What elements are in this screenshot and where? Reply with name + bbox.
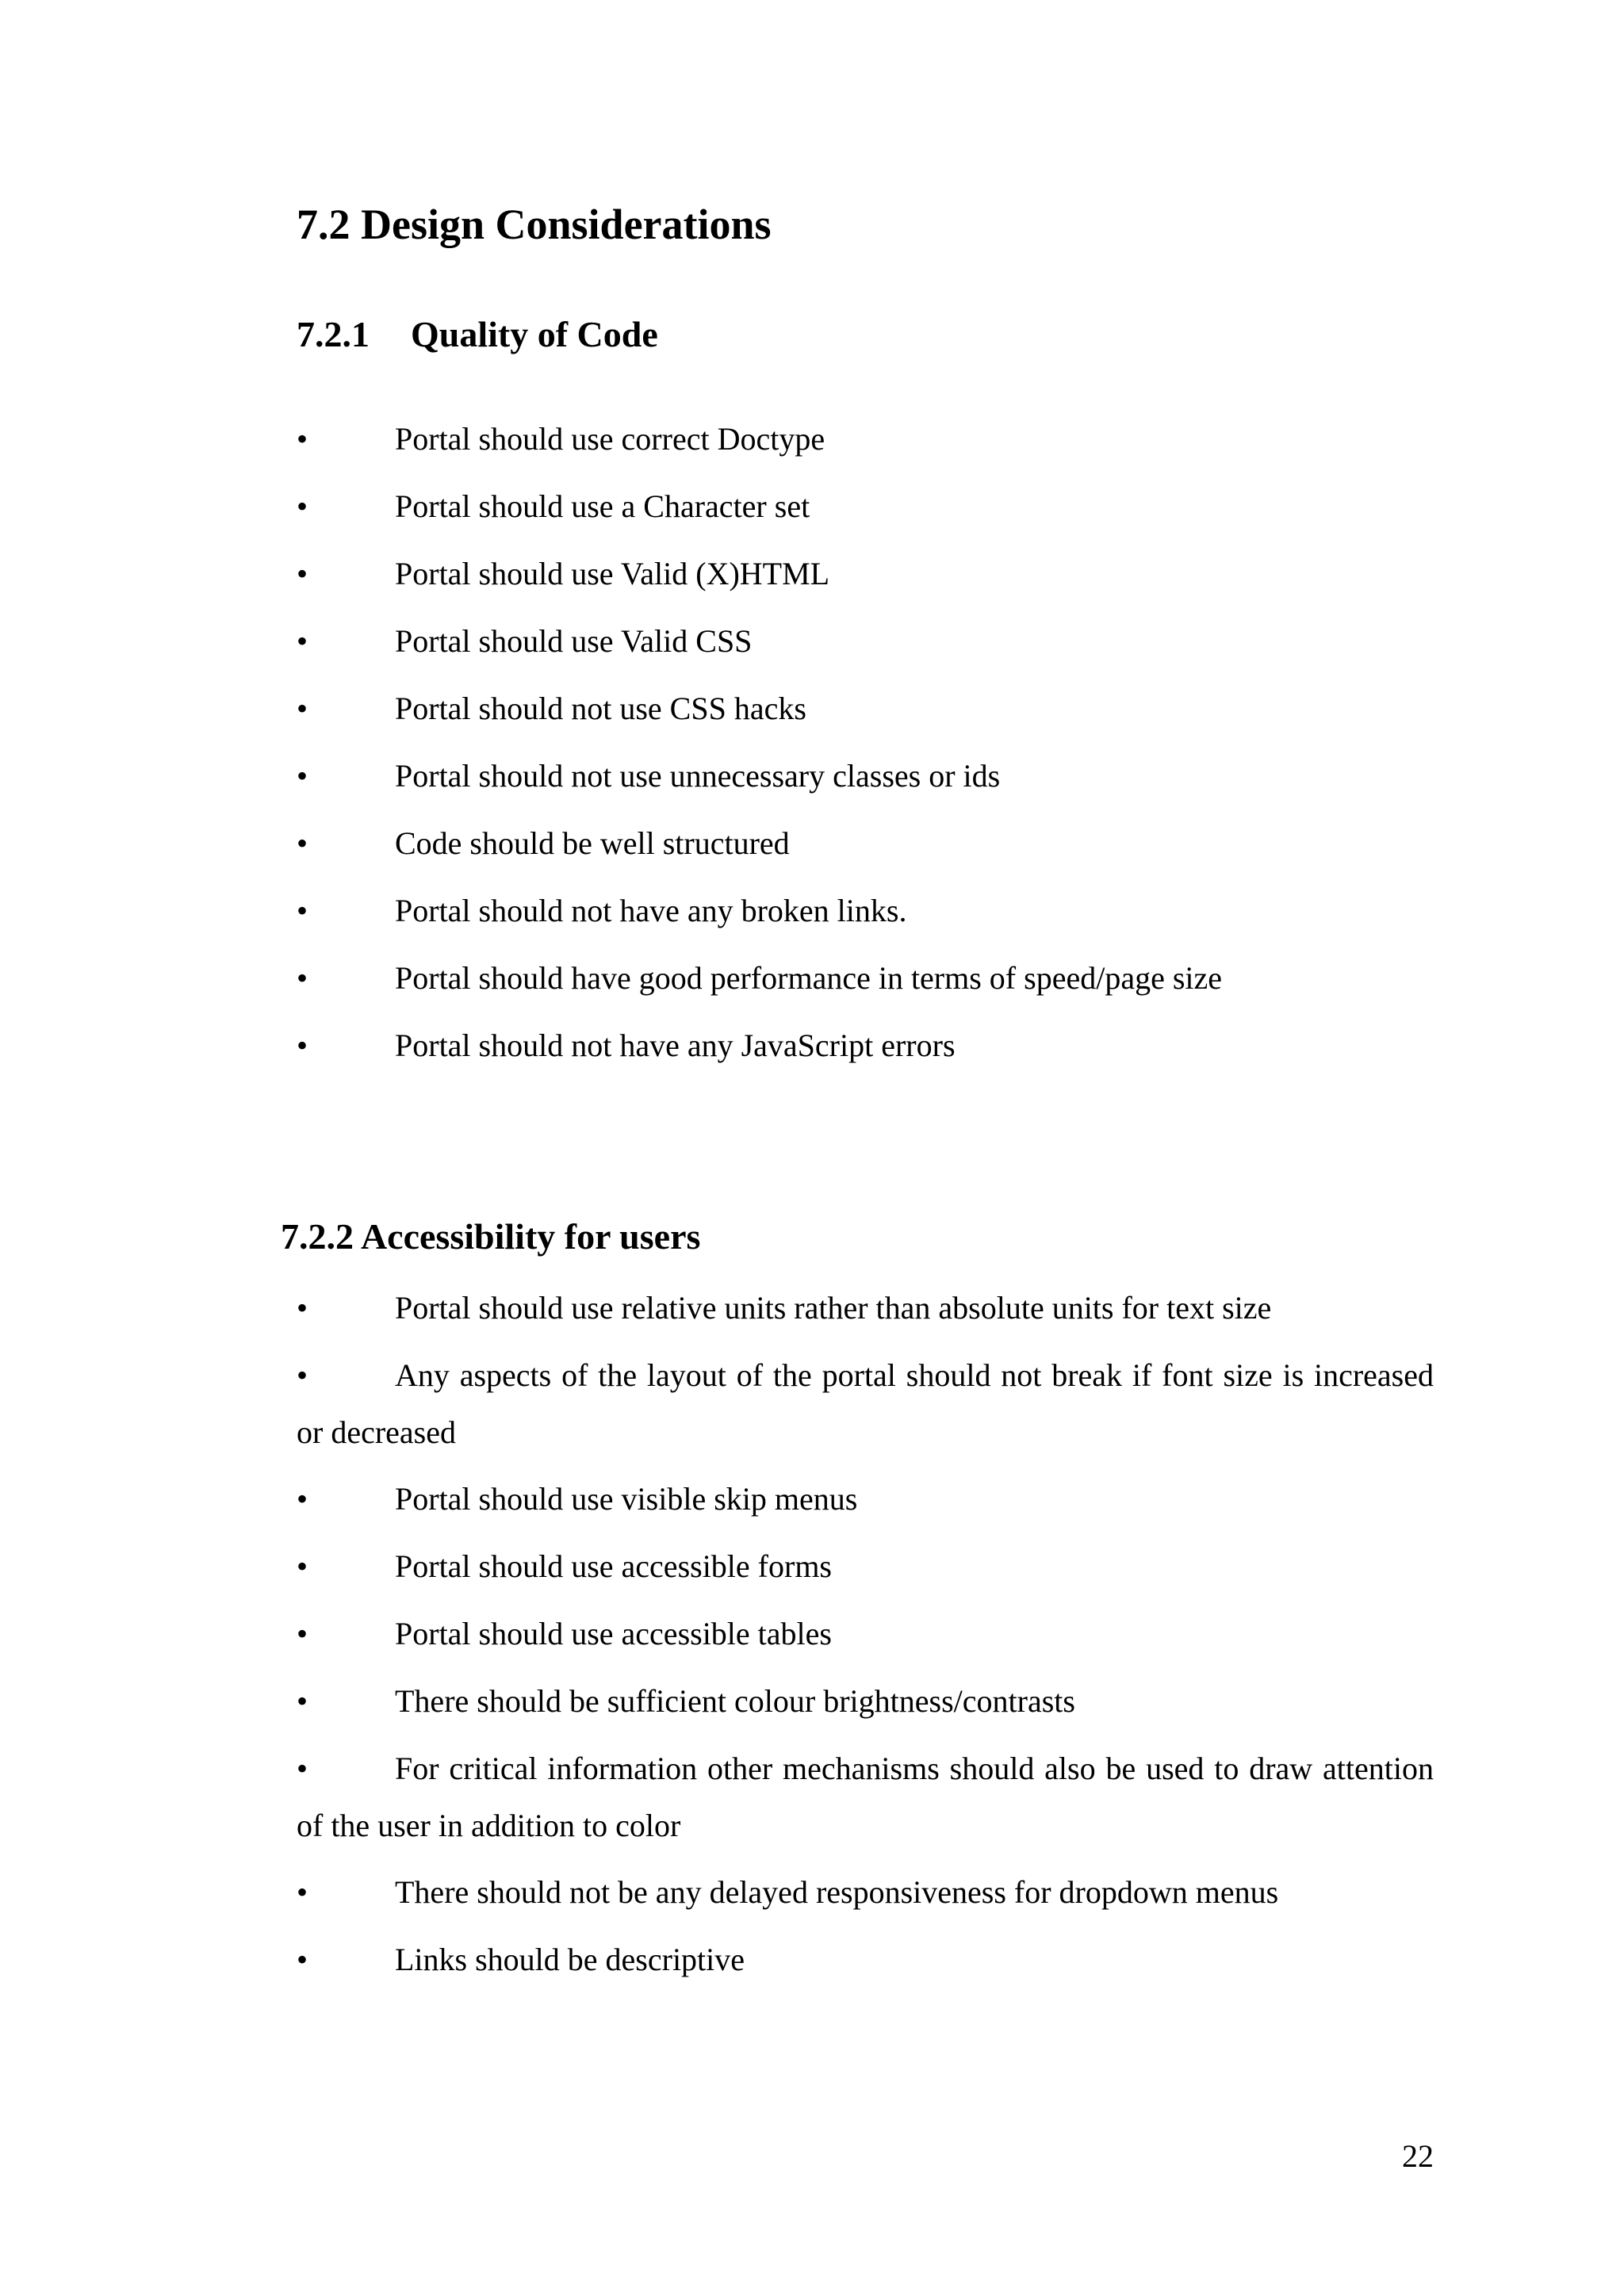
page-number: 22: [1402, 2138, 1434, 2174]
bullet-icon: •: [297, 1481, 308, 1517]
bullet-icon: •: [297, 1290, 308, 1326]
bullet-icon: •: [297, 960, 308, 996]
list-item-text: For critical information other mechanisms should also be used to draw attention of the user in addition to color: [297, 1751, 1434, 1843]
list-item-text: Portal should use relative units rather than absolute units for text size: [395, 1290, 1272, 1326]
list-item: [297, 1864, 1434, 1931]
list-item: [297, 1538, 1434, 1605]
bullet-icon: •: [297, 1942, 308, 1977]
list-item: [297, 1931, 1434, 1999]
list-item-text: Portal should have good performance in terms of speed/page size: [395, 960, 1223, 996]
bullet-icon: •: [297, 758, 308, 794]
list-item-text: There should be sufficient colour brightness/contrasts: [395, 1683, 1075, 1719]
list-item-text: Portal should use Valid (X)HTML: [395, 556, 830, 591]
subsection-title: Quality of Code: [411, 314, 658, 354]
list-item: [297, 1347, 1434, 1471]
list-item: [297, 680, 1434, 748]
list-item-text: Portal should not have any broken links.: [395, 893, 907, 928]
list-item: [297, 411, 1434, 478]
bullet-icon: •: [297, 556, 308, 591]
list-item: [297, 1673, 1434, 1740]
quality-of-code-list: [297, 411, 1434, 1085]
list-item-text: Portal should use a Character set: [395, 488, 810, 524]
bullet-icon: •: [297, 825, 308, 861]
list-item-text: Portal should use accessible forms: [395, 1548, 832, 1584]
list-item-text: Portal should use accessible tables: [395, 1616, 832, 1651]
list-item-text: Links should be descriptive: [395, 1942, 745, 1977]
bullet-icon: •: [297, 1616, 308, 1651]
bullet-icon: •: [297, 1027, 308, 1063]
list-item-text: Portal should use correct Doctype: [395, 421, 825, 457]
bullet-icon: •: [297, 1751, 308, 1786]
list-item-text: There should not be any delayed responsiveness for dropdown menus: [395, 1874, 1279, 1910]
bullet-icon: •: [297, 488, 308, 524]
bullet-icon: •: [297, 1548, 308, 1584]
bullet-icon: •: [297, 691, 308, 726]
list-item-text: Portal should not use unnecessary classes or ids: [395, 758, 1001, 794]
list-item: [297, 1605, 1434, 1673]
list-item: [297, 613, 1434, 680]
list-item: [297, 1471, 1434, 1538]
list-item-text: Code should be well structured: [395, 825, 790, 861]
list-item: [297, 545, 1434, 613]
list-item: [297, 1740, 1434, 1864]
list-item: [297, 1017, 1434, 1085]
bullet-icon: •: [297, 623, 308, 659]
subsection-heading-quality-of-code: [297, 311, 658, 358]
list-item-text: Portal should not have any JavaScript errors: [395, 1027, 956, 1063]
bullet-icon: •: [297, 421, 308, 457]
list-item: [297, 748, 1434, 815]
list-item: [297, 950, 1434, 1017]
list-item-text: Portal should not use CSS hacks: [395, 691, 806, 726]
bullet-icon: •: [297, 1357, 308, 1393]
bullet-icon: •: [297, 1874, 308, 1910]
accessibility-list: [297, 1280, 1434, 1999]
subsection-number: 7.2.1: [297, 314, 370, 354]
subsection-heading-accessibility: 7.2.2 Accessibility for users: [281, 1216, 701, 1257]
list-item: [297, 882, 1434, 950]
list-item: [297, 478, 1434, 545]
list-item: [297, 1280, 1434, 1347]
bullet-icon: •: [297, 893, 308, 928]
bullet-icon: •: [297, 1683, 308, 1719]
list-item-text: Portal should use Valid CSS: [395, 623, 753, 659]
section-heading: 7.2 Design Considerations: [297, 201, 772, 248]
list-item-text: Any aspects of the layout of the portal should not break if font size is increased or decreased: [297, 1357, 1434, 1450]
list-item-text: Portal should use visible skip menus: [395, 1481, 858, 1517]
list-item: [297, 815, 1434, 882]
